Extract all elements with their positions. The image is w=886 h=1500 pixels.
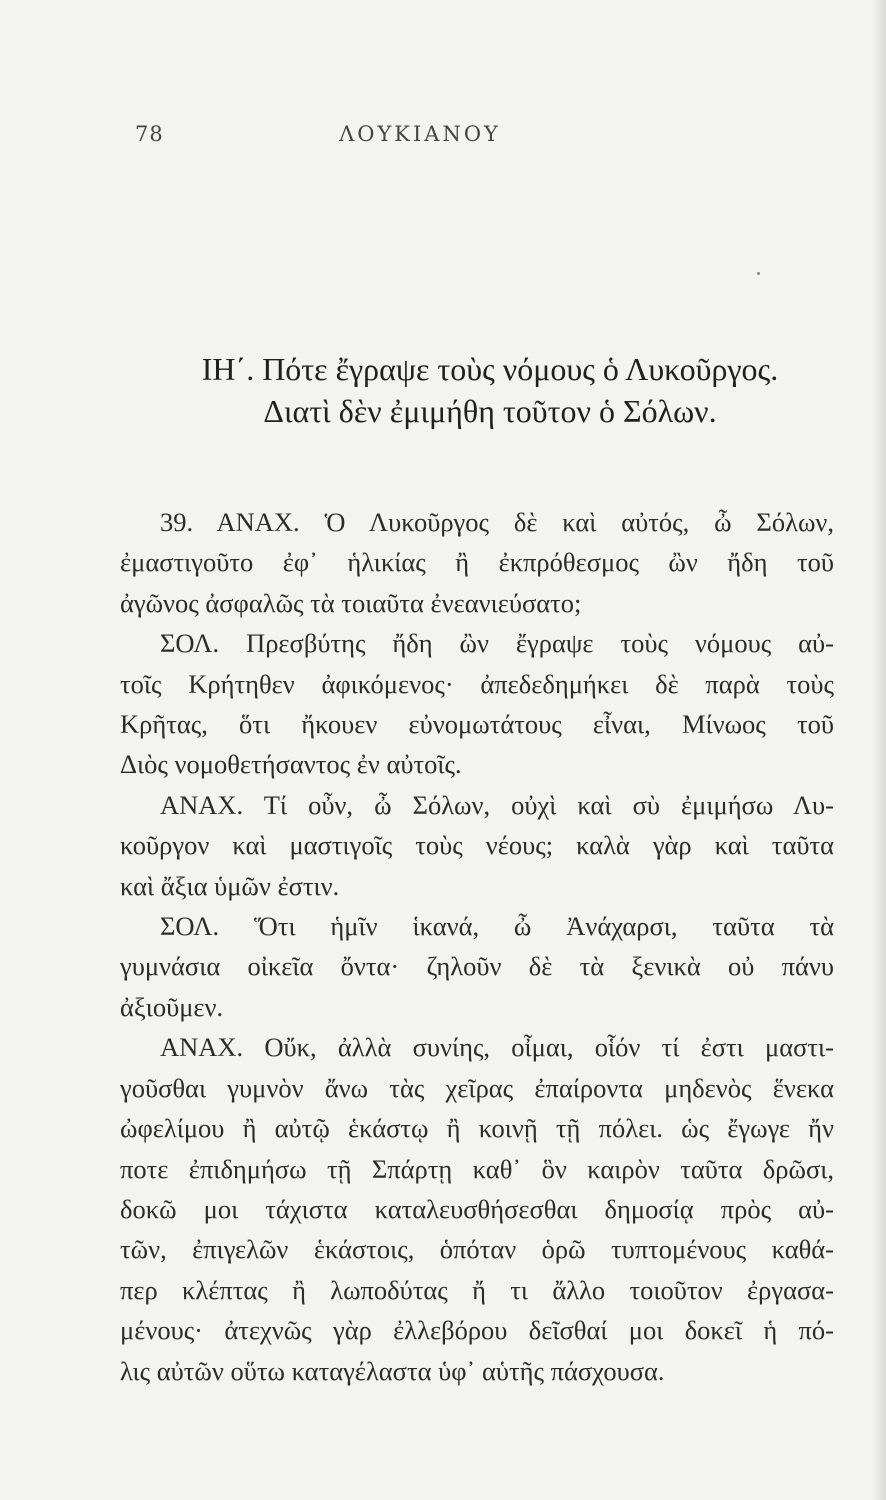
text-line: γοῦσθαι γυμνὸν ἄνω τὰς χεῖρας ἐπαίροντα μηδενὸς ἕνεκα bbox=[120, 1072, 834, 1103]
chapter-heading bbox=[160, 348, 820, 432]
running-title: ΛΟΥΚΙΑΝΟΥ bbox=[339, 122, 501, 146]
text-line: ἐμαστιγοῦτο ἐφ᾽ ἡλικίας ἢ ἐκπρόθεσμος ὢν ἤδη τοῦ bbox=[120, 547, 834, 578]
text-line: Κρῆτας, ὅτι ἤκουεν εὐνομωτάτους εἶναι, Μίνωος τοῦ bbox=[120, 709, 834, 740]
text-line: κοῦργον καὶ μαστιγοῖς τοὺς νέους; καλὰ γὰρ καὶ ταῦτα bbox=[120, 830, 834, 861]
body-text bbox=[120, 502, 834, 1391]
text-line: τοῖς Κρήτηθεν ἀφικόμενος· ἀπεδεδημήκει δὲ παρὰ τοὺς bbox=[120, 668, 834, 699]
text-line: ἀγῶνος ἀσφαλῶς τὰ τοιαῦτα ἐνεανιεύσατο; bbox=[120, 587, 582, 618]
text-line: ΣΟΛ. Πρεσβύτης ἤδη ὢν ἔγραψε τοὺς νόμους αὐ- bbox=[160, 628, 834, 659]
text-line: ἀξιοῦμεν. bbox=[120, 991, 224, 1022]
text-line: τῶν, ἐπιγελῶν ἑκάστοις, ὁπόταν ὁρῶ τυπτομένους καθά- bbox=[120, 1234, 834, 1265]
page-edge-shadow bbox=[872, 0, 886, 1500]
chapter-heading-line-1: ΙΗ΄. Πότε ἔγραψε τοὺς νόμους ὁ Λυκοῦργος. bbox=[201, 351, 779, 387]
text-line: 39. ΑΝΑΧ. Ὁ Λυκοῦργος δὲ καὶ αὐτός, ὦ Σόλων, bbox=[160, 507, 834, 537]
text-line: γυμνάσια οἰκεῖα ὄντα· ζηλοῦν δὲ τὰ ξενικὰ οὐ πάνυ bbox=[120, 951, 834, 982]
chapter-heading-line-2: Διατὶ δὲν ἐμιμήθη τοῦτον ὁ Σόλων. bbox=[263, 393, 717, 429]
text-line: περ κλέπτας ἢ λωποδύτας ἤ τι ἄλλο τοιοῦτον ἐργασα- bbox=[120, 1274, 834, 1305]
text-line: καὶ ἄξια ὑμῶν ἐστιν. bbox=[120, 870, 340, 901]
text-line: ΑΝΑΧ. Τί οὖν, ὦ Σόλων, οὐχὶ καὶ σὺ ἐμιμήσω Λυ- bbox=[160, 789, 834, 820]
text-line: ΣΟΛ. Ὅτι ἡμῖν ἱκανά, ὦ Ἀνάχαρσι, ταῦτα τὰ bbox=[160, 911, 834, 942]
text-line: λις αὐτῶν οὕτω καταγέλαστα ὑφ᾽ αὑτῆς πάσχουσα. bbox=[120, 1355, 665, 1386]
text-line: ποτε ἐπιδημήσω τῇ Σπάρτῃ καθ᾽ ὃν καιρὸν ταῦτα δρῶσι, bbox=[120, 1153, 834, 1184]
page-number: 78 bbox=[135, 122, 164, 146]
speck bbox=[757, 272, 760, 275]
text-line: ΑΝΑΧ. Οὔκ, ἀλλὰ συνίης, οἶμαι, οἷόν τί ἐστι μαστι- bbox=[160, 1032, 834, 1063]
text-line: μένους· ἀτεχνῶς γὰρ ἐλλεβόρου δεῖσθαί μοι δοκεῖ ἡ πό- bbox=[120, 1315, 834, 1346]
text-line: ὠφελίμου ἢ αὐτῷ ἑκάστῳ ἢ κοινῇ τῇ πόλει. ὡς ἔγωγε ἤν bbox=[120, 1113, 834, 1144]
running-head bbox=[135, 122, 835, 158]
text-line: Διὸς νομοθετήσαντος ἐν αὐτοῖς. bbox=[120, 749, 462, 780]
text-line: δοκῶ μοι τάχιστα καταλευσθήσεσθαι δημοσίᾳ πρὸς αὐ- bbox=[120, 1193, 834, 1224]
